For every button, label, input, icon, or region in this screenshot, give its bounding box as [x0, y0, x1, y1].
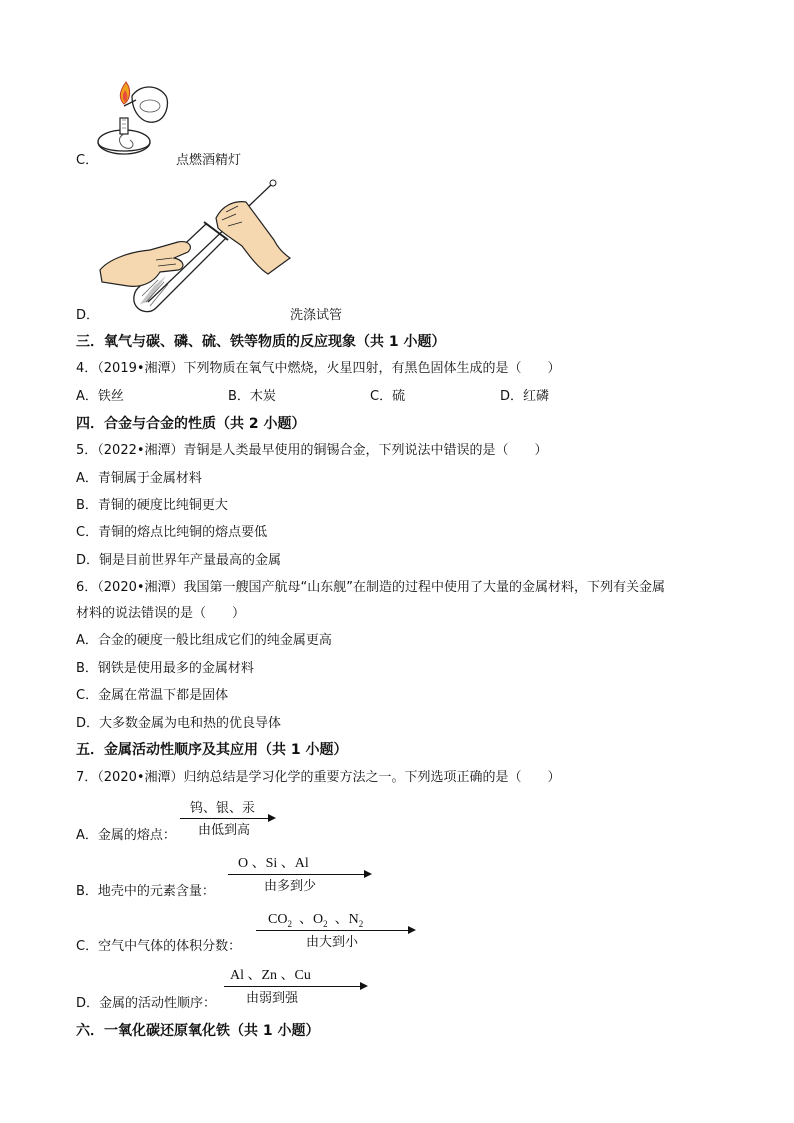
- question-7-option-b-arrow-shaft: [228, 874, 364, 875]
- question-7-option-c-arrow-shaft: [256, 930, 408, 931]
- question-4-option-b: B．木炭: [228, 389, 276, 404]
- question-5-option-d: D．铜是目前世界年产量最高的金属: [76, 553, 282, 568]
- figure-c-option: C．: [76, 153, 99, 168]
- question-6-option-a: A．合金的硬度一般比组成它们的纯金属更高: [76, 633, 332, 648]
- section-5-heading: 五．金属活动性顺序及其应用（共 1 小题）: [76, 742, 348, 758]
- section-4-heading: 四．合金与合金的性质（共 2 小题）: [76, 416, 306, 432]
- question-7-option-b-label: B．地壳中的元素含量：: [76, 884, 215, 899]
- question-5-option-b: B．青铜的硬度比纯铜更大: [76, 498, 228, 513]
- question-7-option-d-label: D．金属的活动性顺序：: [76, 996, 217, 1011]
- test-tube-washing-illustration: [98, 178, 294, 318]
- question-7-option-d-arrow-head-icon: [360, 982, 368, 990]
- question-7-option-d-below-arrow: 由弱到强: [246, 991, 299, 1006]
- question-4-option-d: D．红磷: [500, 389, 550, 404]
- question-7-option-c-above-arrow: $CO_2$ 、$O_2$ 、$N_2$: [268, 912, 364, 929]
- question-7-option-b-arrow-head-icon: [364, 870, 372, 878]
- question-7-option-c-label: C．空气中气体的体积分数：: [76, 939, 242, 954]
- question-7-option-d-above-arrow: Al 、Zn 、Cu: [230, 968, 311, 983]
- question-5-option-c: C．青铜的熔点比纯铜的熔点要低: [76, 525, 268, 540]
- question-7-option-a-arrow-shaft: [180, 818, 268, 819]
- question-5-option-a: A．青铜属于金属材料: [76, 471, 202, 486]
- figure-c-caption: 点燃酒精灯: [176, 153, 242, 168]
- question-6-stem-line-2: 材料的说法错误的是（ ）: [76, 606, 246, 621]
- question-4-option-a: A．铁丝: [76, 389, 124, 404]
- section-6-heading: 六．一氧化碳还原氧化铁（共 1 小题）: [76, 1023, 320, 1039]
- question-7-option-c-arrow-head-icon: [408, 926, 416, 934]
- question-7-option-a-below-arrow: 由低到高: [198, 823, 251, 838]
- question-7-option-d-arrow-shaft: [224, 986, 360, 987]
- question-7-option-c-below-arrow: 由大到小: [306, 935, 359, 950]
- question-7-option-a-label: A．金属的熔点：: [76, 828, 176, 843]
- question-6-option-d: D．大多数金属为电和热的优良导体: [76, 716, 282, 731]
- section-3-heading: 三．氧气与碳、磷、硫、铁等物质的反应现象（共 1 小题）: [76, 334, 446, 350]
- question-4-option-c: C．硫: [370, 389, 406, 404]
- question-7-option-a-above-arrow: 钨、银、汞: [190, 801, 256, 816]
- question-6-option-c: C．金属在常温下都是固体: [76, 688, 229, 703]
- question-7-option-b-below-arrow: 由多到少: [264, 879, 317, 894]
- figure-d-option: D．: [76, 308, 100, 323]
- question-4-stem: 4．（2019•湘潭）下列物质在氧气中燃烧，火星四射，有黑色固体生成的是（ ）: [76, 361, 561, 376]
- alcohol-lamp-lighting-illustration: [96, 76, 176, 160]
- question-6-option-b: B．钢铁是使用最多的金属材料: [76, 661, 254, 676]
- figure-d-caption: 洗涤试管: [290, 308, 343, 323]
- question-6-stem-line-1: 6．（2020•湘潭）我国第一艘国产航母“山东舰”在制造的过程中使用了大量的金属材料，下列有关金属: [76, 580, 665, 595]
- question-7-option-b-above-arrow: O 、Si 、Al: [238, 856, 309, 871]
- question-5-stem: 5．（2022•湘潭）青铜是人类最早使用的铜锡合金，下列说法中错误的是（ ）: [76, 443, 548, 458]
- question-7-option-a-arrow-head-icon: [268, 814, 276, 822]
- question-7-stem: 7．（2020•湘潭）归纳总结是学习化学的重要方法之一。下列选项正确的是（ ）: [76, 770, 561, 785]
